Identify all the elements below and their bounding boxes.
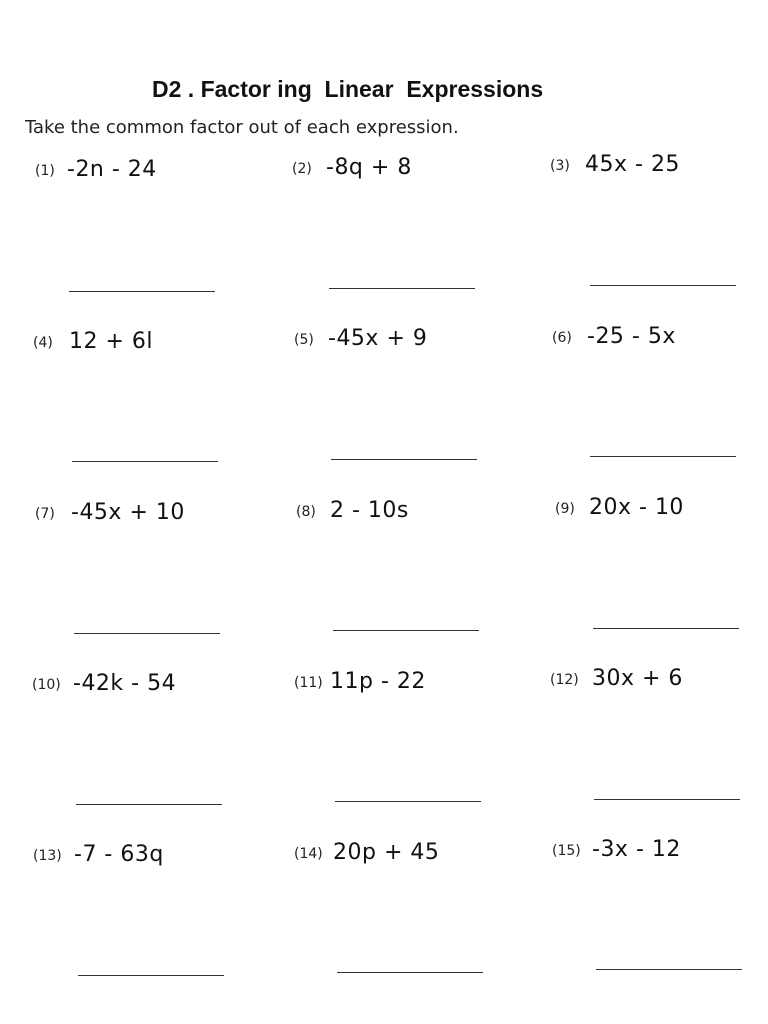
answer-line[interactable] bbox=[596, 969, 742, 970]
problem-expression: -7 - 63q bbox=[74, 842, 164, 867]
answer-line[interactable] bbox=[337, 972, 483, 973]
problem-expression: -3x - 12 bbox=[592, 837, 681, 862]
problem-number: (9) bbox=[555, 501, 575, 517]
problem-number: (4) bbox=[33, 335, 53, 351]
problem-number: (12) bbox=[550, 672, 579, 688]
problem-number: (14) bbox=[294, 846, 323, 862]
problem-9 bbox=[555, 495, 768, 645]
problem-4 bbox=[33, 329, 263, 479]
problem-expression: 11p - 22 bbox=[330, 669, 426, 694]
problem-expression: -45x + 9 bbox=[328, 326, 428, 351]
problem-number: (3) bbox=[550, 158, 570, 174]
problem-number: (7) bbox=[35, 506, 55, 522]
problem-6 bbox=[552, 324, 768, 474]
problem-number: (6) bbox=[552, 330, 572, 346]
problem-1 bbox=[35, 157, 265, 307]
answer-line[interactable] bbox=[74, 633, 220, 634]
problem-expression: -42k - 54 bbox=[73, 671, 177, 696]
problem-7 bbox=[35, 500, 265, 650]
answer-line[interactable] bbox=[593, 628, 739, 629]
problem-number: (1) bbox=[35, 163, 55, 179]
problem-number: (10) bbox=[32, 677, 61, 693]
answer-line[interactable] bbox=[590, 285, 736, 286]
problem-expression: 30x + 6 bbox=[592, 666, 683, 691]
problem-expression: 20x - 10 bbox=[589, 495, 684, 520]
problem-number: (5) bbox=[294, 332, 314, 348]
answer-line[interactable] bbox=[333, 630, 479, 631]
problem-10 bbox=[32, 671, 262, 821]
answer-line[interactable] bbox=[590, 456, 736, 457]
problem-14 bbox=[294, 840, 524, 990]
problem-expression: -25 - 5x bbox=[587, 324, 676, 349]
answer-line[interactable] bbox=[76, 804, 222, 805]
problem-expression: 45x - 25 bbox=[585, 152, 680, 177]
answer-line[interactable] bbox=[78, 975, 224, 976]
problem-expression: 12 + 6l bbox=[69, 329, 154, 354]
problem-11 bbox=[294, 669, 524, 819]
answer-line[interactable] bbox=[69, 291, 215, 292]
problem-expression: -2n - 24 bbox=[67, 157, 157, 182]
answer-line[interactable] bbox=[331, 459, 477, 460]
problem-2 bbox=[292, 155, 522, 305]
answer-line[interactable] bbox=[329, 288, 475, 289]
problem-number: (11) bbox=[294, 675, 323, 691]
problem-number: (13) bbox=[33, 848, 62, 864]
problem-5 bbox=[294, 326, 524, 476]
problem-15 bbox=[552, 837, 768, 987]
problem-expression: 20p + 45 bbox=[333, 840, 440, 865]
answer-line[interactable] bbox=[72, 461, 218, 462]
problem-number: (2) bbox=[292, 161, 312, 177]
problem-expression: -8q + 8 bbox=[326, 155, 412, 180]
problem-13 bbox=[33, 842, 263, 992]
worksheet-instructions: Take the common factor out of each expression. bbox=[25, 117, 459, 138]
problem-12 bbox=[550, 666, 768, 816]
problem-expression: 2 - 10s bbox=[330, 498, 409, 523]
problem-3 bbox=[550, 152, 768, 302]
problem-number: (15) bbox=[552, 843, 581, 859]
answer-line[interactable] bbox=[335, 801, 481, 802]
problem-expression: -45x + 10 bbox=[71, 500, 185, 525]
answer-line[interactable] bbox=[594, 799, 740, 800]
worksheet-title: D2 . Factor ing Linear Expressions bbox=[152, 76, 544, 102]
problem-number: (8) bbox=[296, 504, 316, 520]
problem-8 bbox=[296, 498, 526, 648]
